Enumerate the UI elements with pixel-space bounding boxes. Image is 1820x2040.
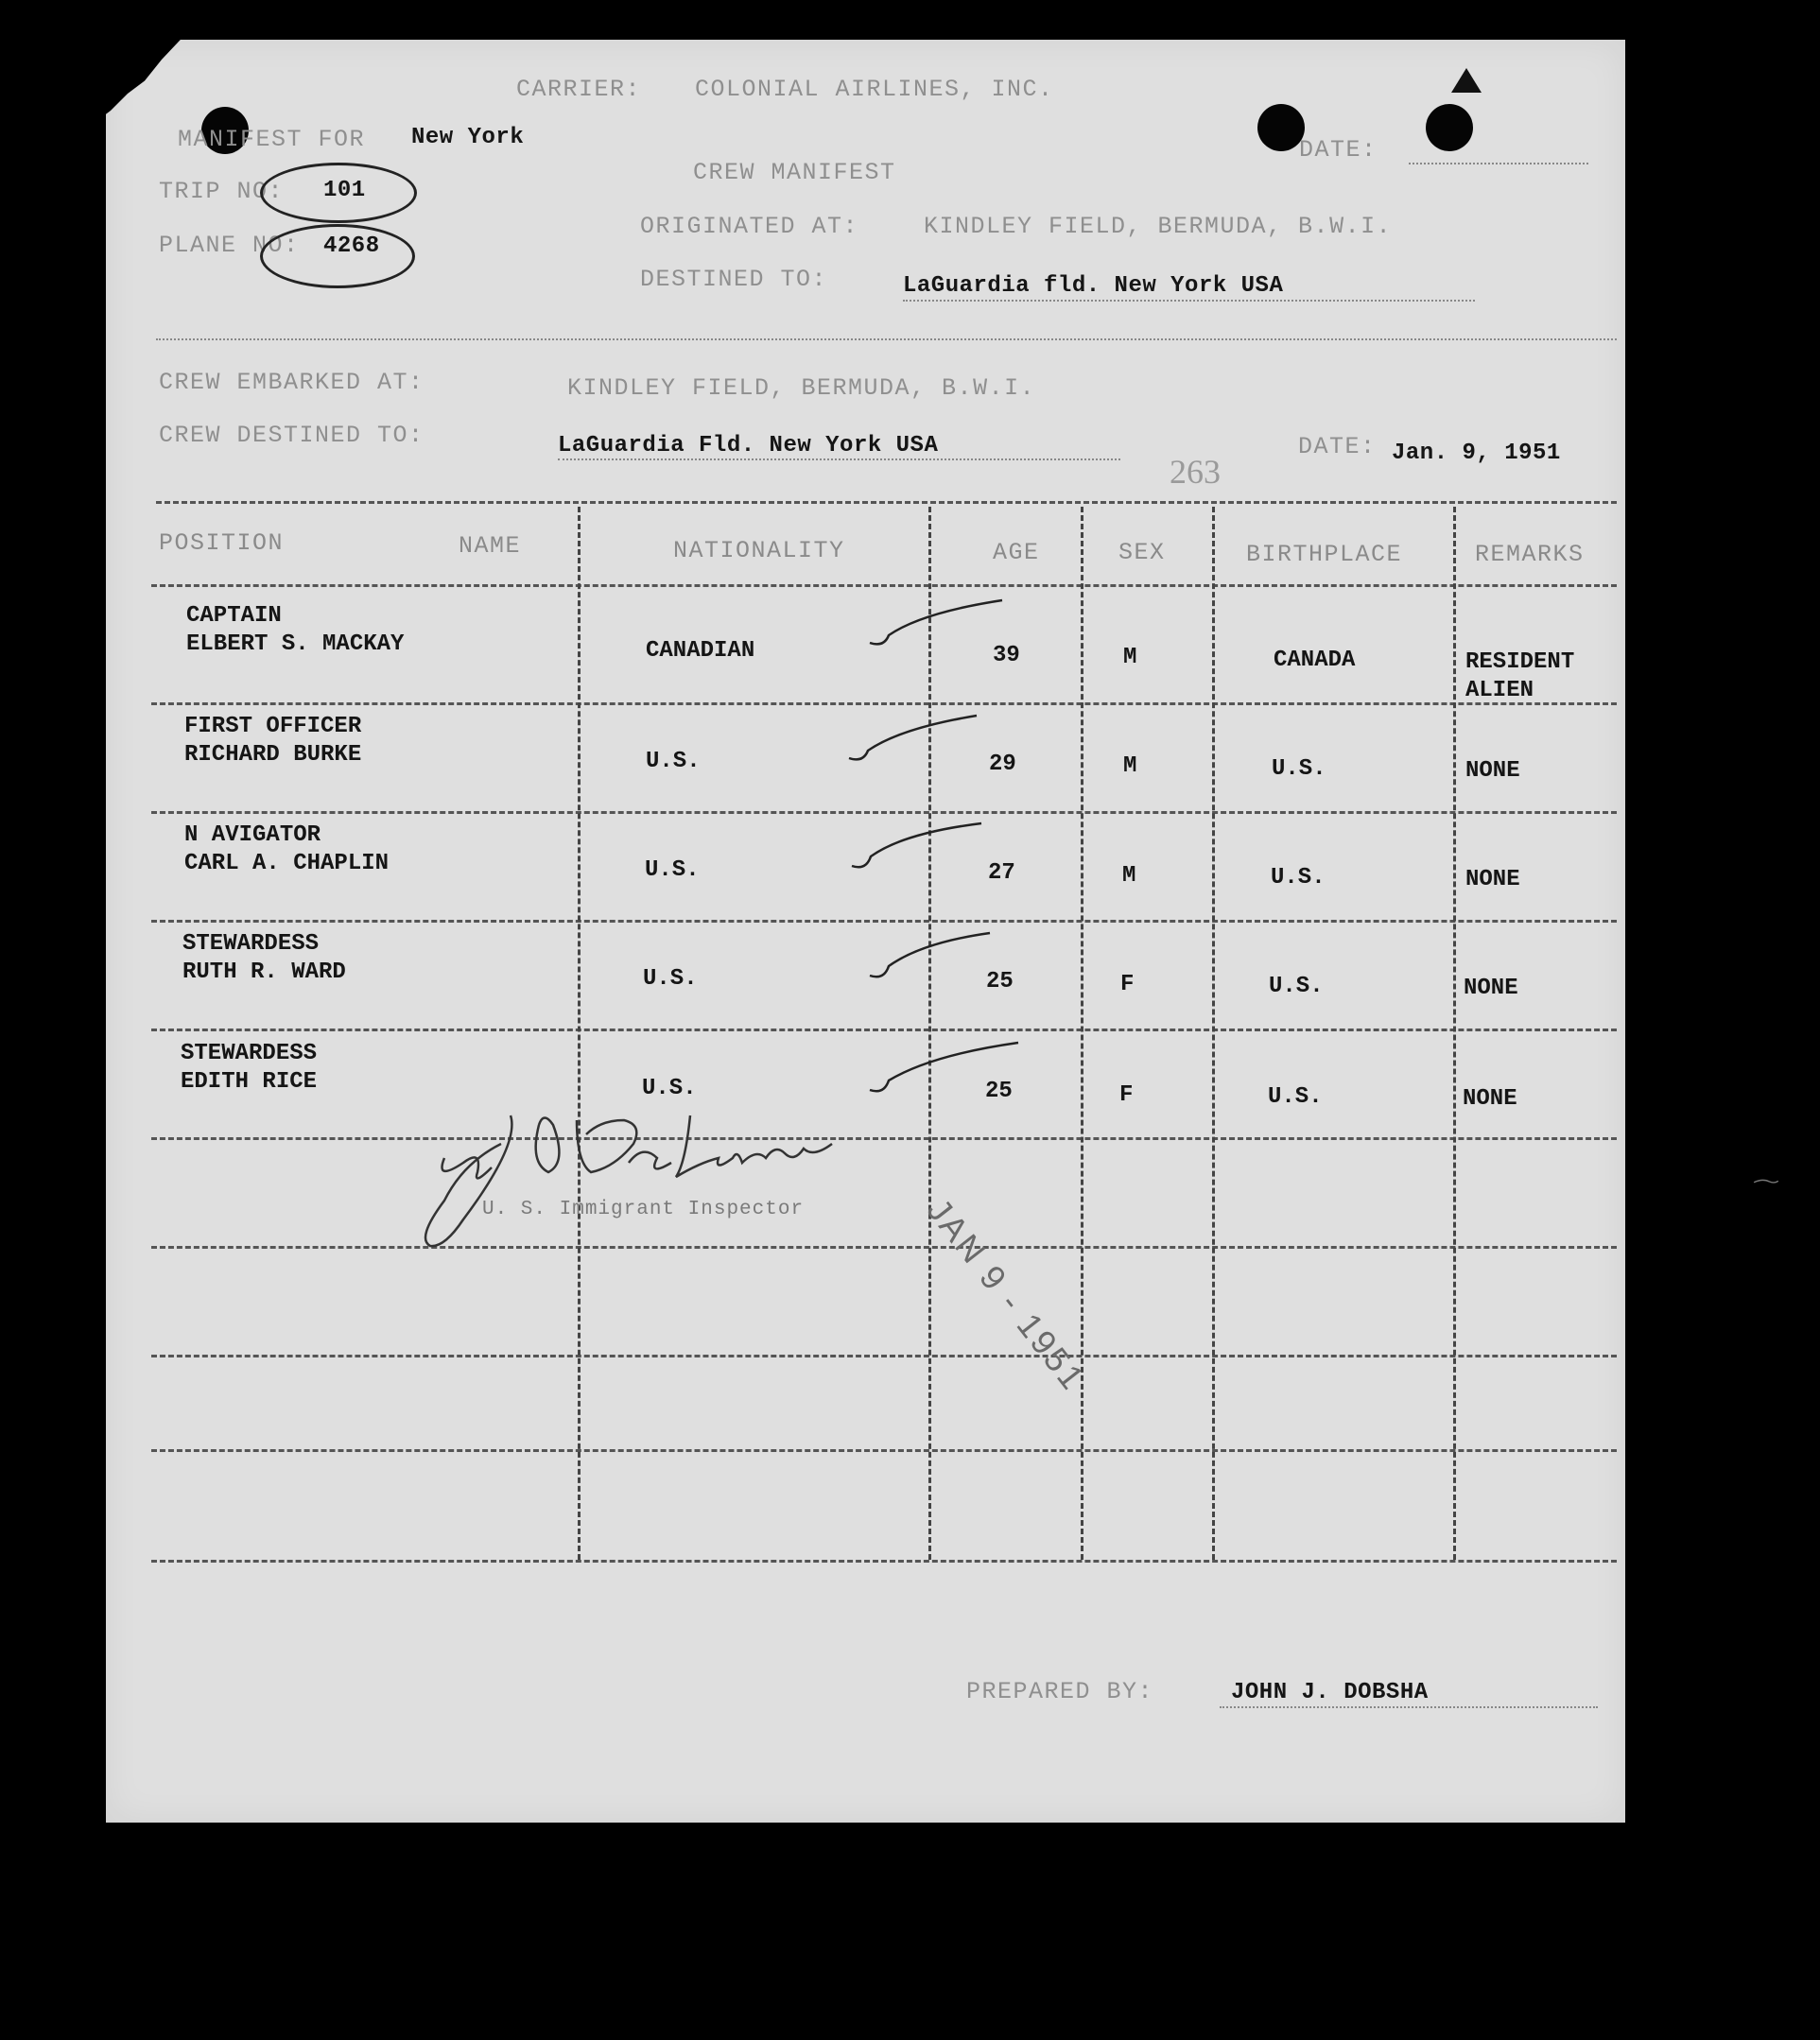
table-row-2-name: RICHARD BURKE — [184, 742, 362, 768]
originated-value: KINDLEY FIELD, BERMUDA, B.W.I. — [924, 213, 1393, 240]
col-header-position: POSITION — [159, 529, 285, 557]
check-mark-icon — [865, 1038, 1026, 1099]
crew-destined-value: LaGuardia Fld. New York USA — [558, 433, 939, 458]
manifest-title: CREW MANIFEST — [693, 159, 896, 186]
prepared-by-label: PREPARED BY: — [966, 1678, 1154, 1705]
destined-line — [903, 300, 1475, 302]
crew-date-label: DATE: — [1298, 433, 1377, 460]
table-row-2-nationality: U.S. — [646, 749, 701, 774]
table-row-4-position: STEWARDESS — [182, 931, 320, 957]
header-bottom-line — [151, 584, 1617, 587]
prepared-by-value: JOHN J. DOBSHA — [1231, 1680, 1429, 1705]
date-stamp: JAN 9 - 1951 — [919, 1191, 1094, 1399]
table-row-4-sex: F — [1120, 972, 1135, 997]
table-row-2-age: 29 — [989, 752, 1016, 777]
table-row-3-name: CARL A. CHAPLIN — [184, 851, 390, 876]
table-row-4-name: RUTH R. WARD — [182, 959, 346, 985]
crew-embarked-value: KINDLEY FIELD, BERMUDA, B.W.I. — [567, 374, 1036, 402]
table-row-5-name: EDITH RICE — [181, 1069, 318, 1095]
row-line-5 — [151, 1137, 1617, 1140]
punch-hole-mid — [1257, 104, 1305, 151]
crew-date-value: Jan. 9, 1951 — [1392, 441, 1561, 466]
table-row-3-age: 27 — [988, 860, 1015, 886]
table-row-1-position: CAPTAIN — [186, 603, 282, 629]
table-row-4-nationality: U.S. — [643, 966, 698, 992]
header-date-line — [1409, 163, 1588, 164]
row-line-4 — [151, 1029, 1617, 1031]
carrier-label: CARRIER: — [516, 76, 642, 103]
destined-label: DESTINED TO: — [640, 266, 828, 293]
carrier-value: COLONIAL AIRLINES, INC. — [695, 76, 1054, 103]
scan-smudge — [1747, 1177, 1785, 1186]
check-mark-icon — [844, 711, 986, 768]
check-mark-icon — [847, 819, 989, 875]
table-row-1-name: ELBERT S. MACKAY — [186, 631, 405, 657]
crew-destined-line — [558, 458, 1120, 460]
crew-embarked-label: CREW EMBARKED AT: — [159, 369, 425, 396]
table-row-5-age: 25 — [985, 1079, 1013, 1104]
table-top-line — [156, 501, 1617, 504]
table-row-1-birthplace: CANADA — [1274, 648, 1356, 673]
header-date-label: DATE: — [1299, 136, 1378, 164]
col-divider-2 — [928, 507, 931, 1560]
table-row-3-position: N AVIGATOR — [184, 822, 321, 848]
plane-value: 4268 — [323, 233, 380, 259]
table-row-2-position: FIRST OFFICER — [184, 714, 362, 739]
punch-hole-right — [1426, 104, 1473, 151]
row-line-3 — [151, 920, 1617, 923]
row-line-9 — [151, 1560, 1617, 1563]
triangle-mark-icon — [1451, 68, 1482, 93]
col-divider-5 — [1453, 507, 1456, 1560]
col-header-birthplace: BIRTHPLACE — [1246, 541, 1403, 568]
table-row-3-remarks: NONE — [1465, 867, 1520, 892]
check-mark-icon — [865, 928, 1007, 985]
table-row-4-birthplace: U.S. — [1269, 974, 1324, 999]
destined-value: LaGuardia fld. New York USA — [903, 273, 1284, 299]
page-number: 263 — [1170, 453, 1221, 491]
manifest-for-value: New York — [411, 125, 525, 150]
table-row-2-sex: M — [1123, 753, 1137, 779]
table-row-5-remarks: NONE — [1463, 1086, 1517, 1112]
col-header-sex: SEX — [1118, 539, 1166, 566]
table-row-1-age: 39 — [993, 643, 1020, 668]
col-header-age: AGE — [993, 539, 1040, 566]
row-line-2 — [151, 811, 1617, 814]
table-row-1-remarks: RESIDENT ALIEN — [1465, 649, 1575, 703]
table-row-1-sex: M — [1123, 645, 1137, 670]
row-line-8 — [151, 1449, 1617, 1452]
check-mark-icon — [865, 596, 1007, 652]
crew-destined-label: CREW DESTINED TO: — [159, 422, 425, 449]
col-divider-4 — [1212, 507, 1215, 1560]
table-row-4-age: 25 — [986, 969, 1014, 994]
table-row-1-nationality: CANADIAN — [646, 638, 755, 664]
table-row-5-sex: F — [1119, 1082, 1134, 1108]
trip-value: 101 — [323, 178, 366, 203]
row-line-1 — [151, 702, 1617, 705]
col-divider-1 — [578, 507, 581, 1560]
row-line-7 — [151, 1355, 1617, 1357]
trip-label: TRIP NO: — [159, 178, 285, 205]
originated-label: ORIGINATED AT: — [640, 213, 859, 240]
inspector-title: U. S. Immigrant Inspector — [482, 1199, 805, 1220]
col-header-remarks: REMARKS — [1475, 541, 1585, 568]
plane-label: PLANE NO: — [159, 232, 300, 259]
row-line-6 — [151, 1246, 1617, 1249]
manifest-for-label: MANIFEST FOR — [178, 126, 366, 153]
table-row-5-birthplace: U.S. — [1268, 1084, 1323, 1110]
table-row-2-remarks: NONE — [1465, 758, 1520, 784]
col-divider-3 — [1081, 507, 1083, 1560]
col-header-nationality: NATIONALITY — [673, 537, 845, 564]
table-row-5-nationality: U.S. — [642, 1076, 697, 1101]
table-row-4-remarks: NONE — [1464, 976, 1518, 1001]
inspector-signature — [388, 1106, 841, 1257]
table-row-3-birthplace: U.S. — [1271, 865, 1326, 890]
table-row-5-position: STEWARDESS — [181, 1041, 318, 1066]
col-header-name: NAME — [459, 532, 522, 560]
table-row-2-birthplace: U.S. — [1272, 756, 1326, 782]
prepared-line — [1220, 1706, 1598, 1708]
table-row-3-nationality: U.S. — [645, 857, 700, 883]
table-row-3-sex: M — [1122, 863, 1136, 889]
header-divider — [156, 338, 1617, 340]
